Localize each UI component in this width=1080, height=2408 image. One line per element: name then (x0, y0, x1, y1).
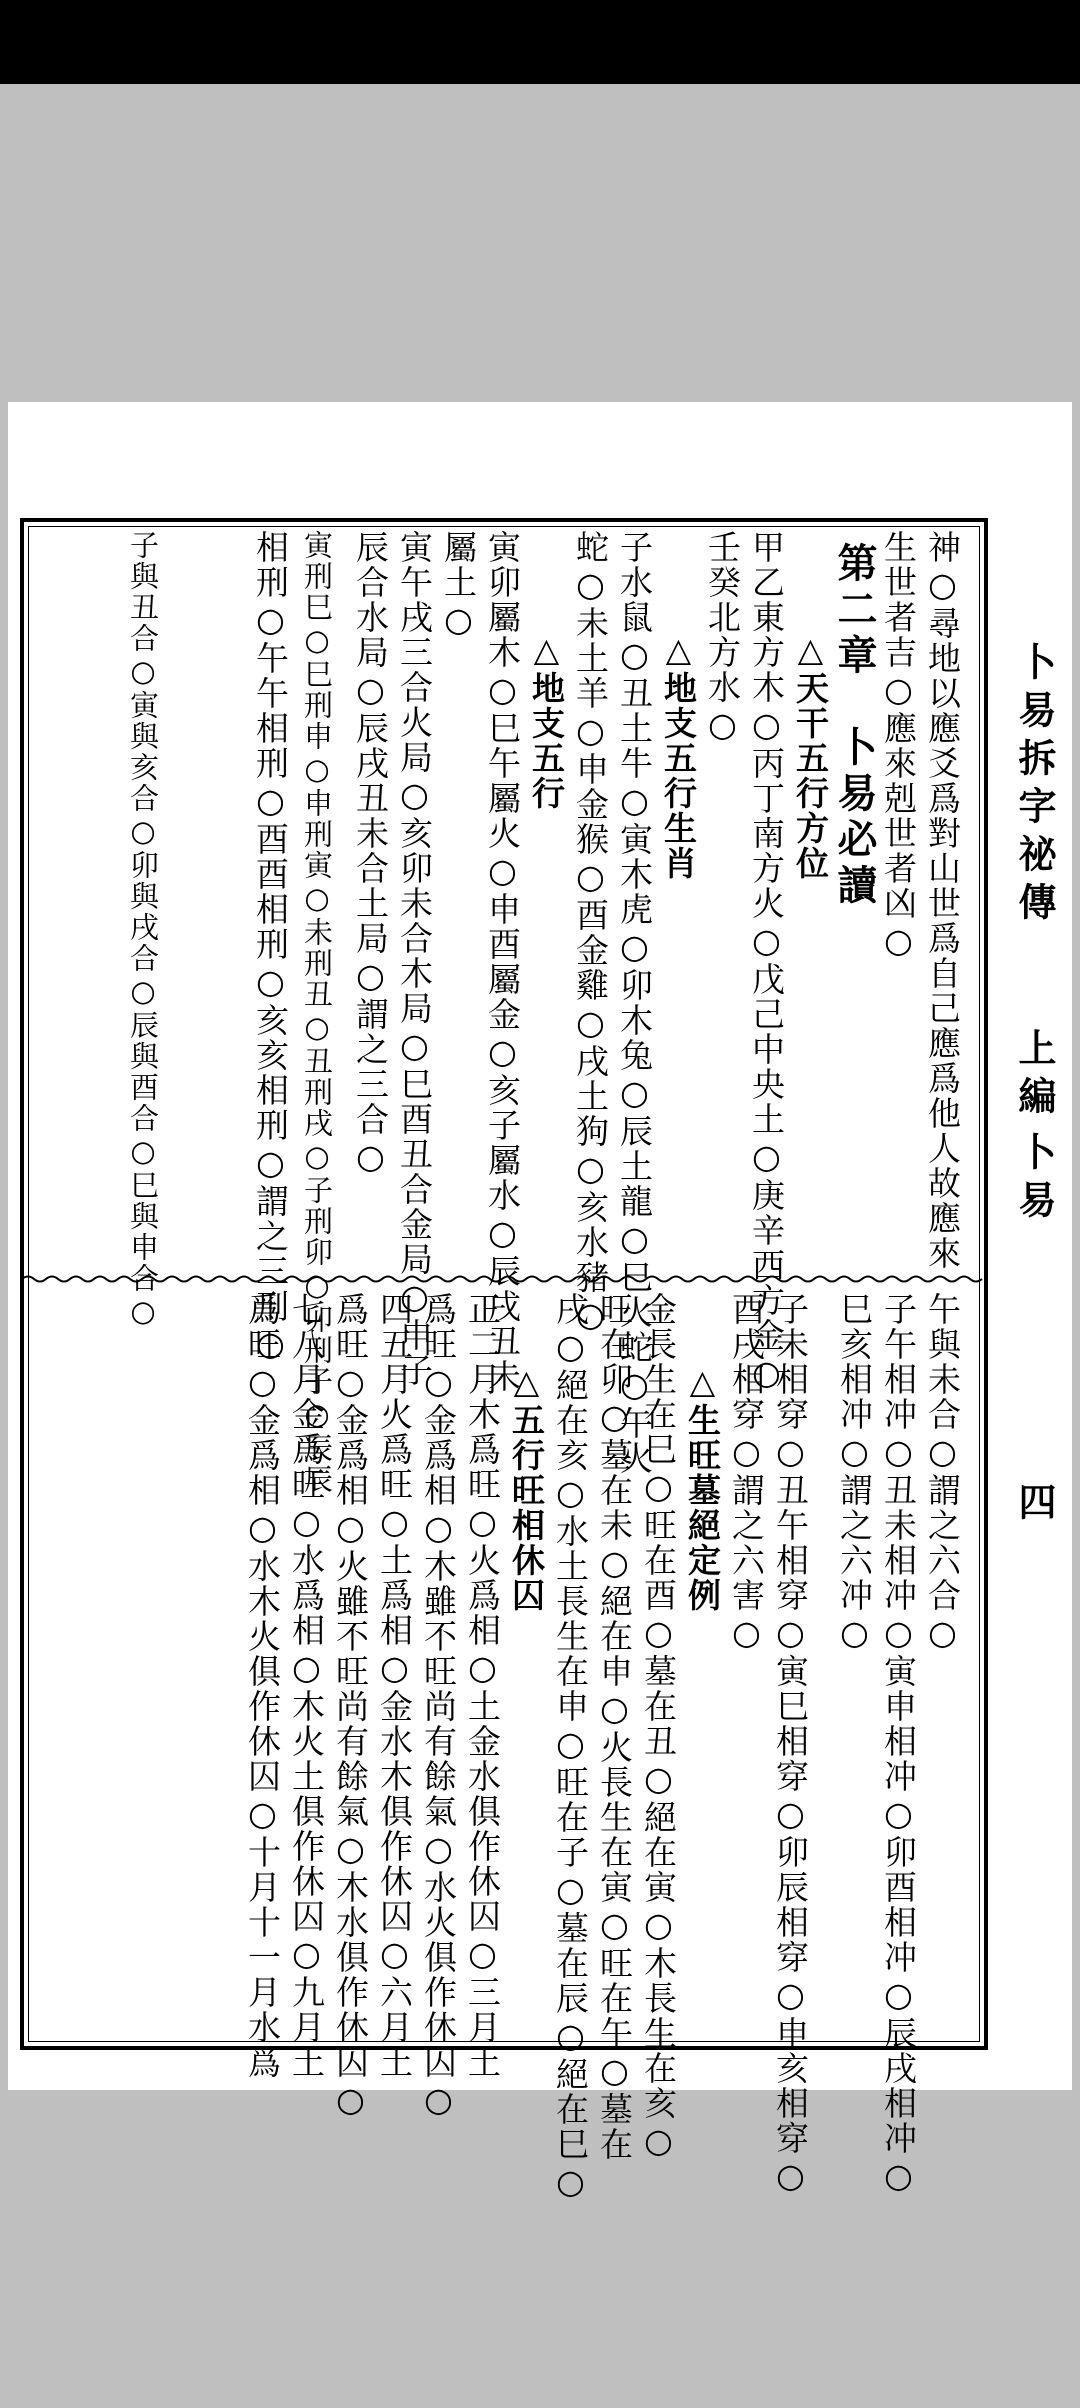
lower-column: 巳亥相冲○謂之六冲○ (835, 1292, 874, 1654)
upper-column: 寅刑巳○巳刑申○申刑寅○未刑丑○丑刑戌○子刑卯○卯刑子○辰辰 (300, 530, 334, 1495)
lower-column: 四五月火爲旺○土爲相○金水木俱作休囚○六月土 (375, 1292, 414, 2080)
subsection-heading: △生旺墓絕定例 (683, 1362, 722, 1613)
lower-column: 戌○絕在亥○水土長生在申○旺在子○墓在辰○絕在巳○ (551, 1292, 590, 2203)
subsection-heading: △天干五行方位 (791, 630, 830, 881)
scanned-page (8, 402, 1072, 2203)
upper-column: 甲乙東方木○丙丁南方火○戊己中央土○庚辛西方金○ (747, 530, 786, 1394)
upper-column: 寅卯屬木○巳午屬火○申酉屬金○亥子屬水○辰戌丑未 (483, 530, 522, 1394)
lower-column: 午與未合○謂之六合○ (923, 1292, 962, 1654)
lower-column: 爲旺○金爲相○火雖不旺尚有餘氣○木水俱作休囚○ (331, 1292, 370, 2121)
upper-column: 生世者吉○應來剋世者凶○ (879, 530, 918, 962)
chapter-heading: 第二章 卜易必讀 (831, 542, 878, 910)
lower-column: 爲旺○金爲相○水木火俱作休囚○十月十一月水爲 (243, 1292, 282, 2080)
upper-column: 蛇○未土羊○申金猴○酉金雞○戌土狗○亥水豬○ (571, 530, 610, 1336)
upper-column: 相刑○午午相刑○酉酉相刑○亥亥相刑○謂之三刑○ (251, 530, 290, 1365)
section-label: 卜易 (1012, 1132, 1057, 1228)
book-title: 卜易拆字祕傳 (1012, 642, 1057, 930)
upper-column: 子與丑合○寅與亥合○卯與戌合○辰與酉合○巳與申合○ (126, 530, 160, 1330)
lower-column: 子未相穿○丑午相穿○寅巳相穿○卯辰相穿○申亥相穿○ (771, 1292, 810, 2197)
lower-column: 子午相冲○丑未相冲○寅申相冲○卯酉相冲○辰戌相冲○ (879, 1292, 918, 2197)
upper-column: 寅午戌三合火局○亥卯未合木局○巳酉丑合金局○申子 (395, 530, 434, 1388)
volume-label: 上編 (1012, 1028, 1057, 1124)
upper-column: 屬土○ (439, 530, 478, 641)
upper-column: 子水鼠○丑土牛○寅木虎○卯木兔○辰土龍○巳火蛇○午火 (615, 530, 654, 1476)
subsection-heading: △五行旺相休囚 (507, 1362, 546, 1613)
lower-column: 旺在卯○墓在未○絕在申○火長生在寅○旺在午○墓在 (595, 1292, 634, 2162)
upper-column: 神○尋地以應爻爲對山世爲自己應爲他人故應來 (923, 530, 962, 1271)
page-number: 四 (1012, 1482, 1057, 1530)
lower-column: 金長生在巳○旺在酉○墓在丑○絕在寅○木長生在亥○ (639, 1292, 678, 2162)
subsection-heading: △地支五行生肖 (659, 630, 698, 881)
upper-column: 壬癸北方水○ (703, 530, 742, 746)
top-bar (0, 0, 1080, 84)
lower-column: 七八月金爲旺○水爲相○木火土俱作休囚○九月土 (287, 1292, 326, 2080)
subsection-heading: △地支五行 (527, 630, 566, 811)
lower-column: 正二月木爲旺○火爲相○土金水俱作休囚○三月土 (463, 1292, 502, 2080)
lower-column: 爲旺○金爲相○木雖不旺尚有餘氣○水火俱作休囚○ (419, 1292, 458, 2121)
upper-column: 辰合水局○辰戌丑未合土局○謂之三合○ (351, 530, 390, 1178)
lower-column: 酉戌相穿○謂之六害○ (727, 1292, 766, 1654)
